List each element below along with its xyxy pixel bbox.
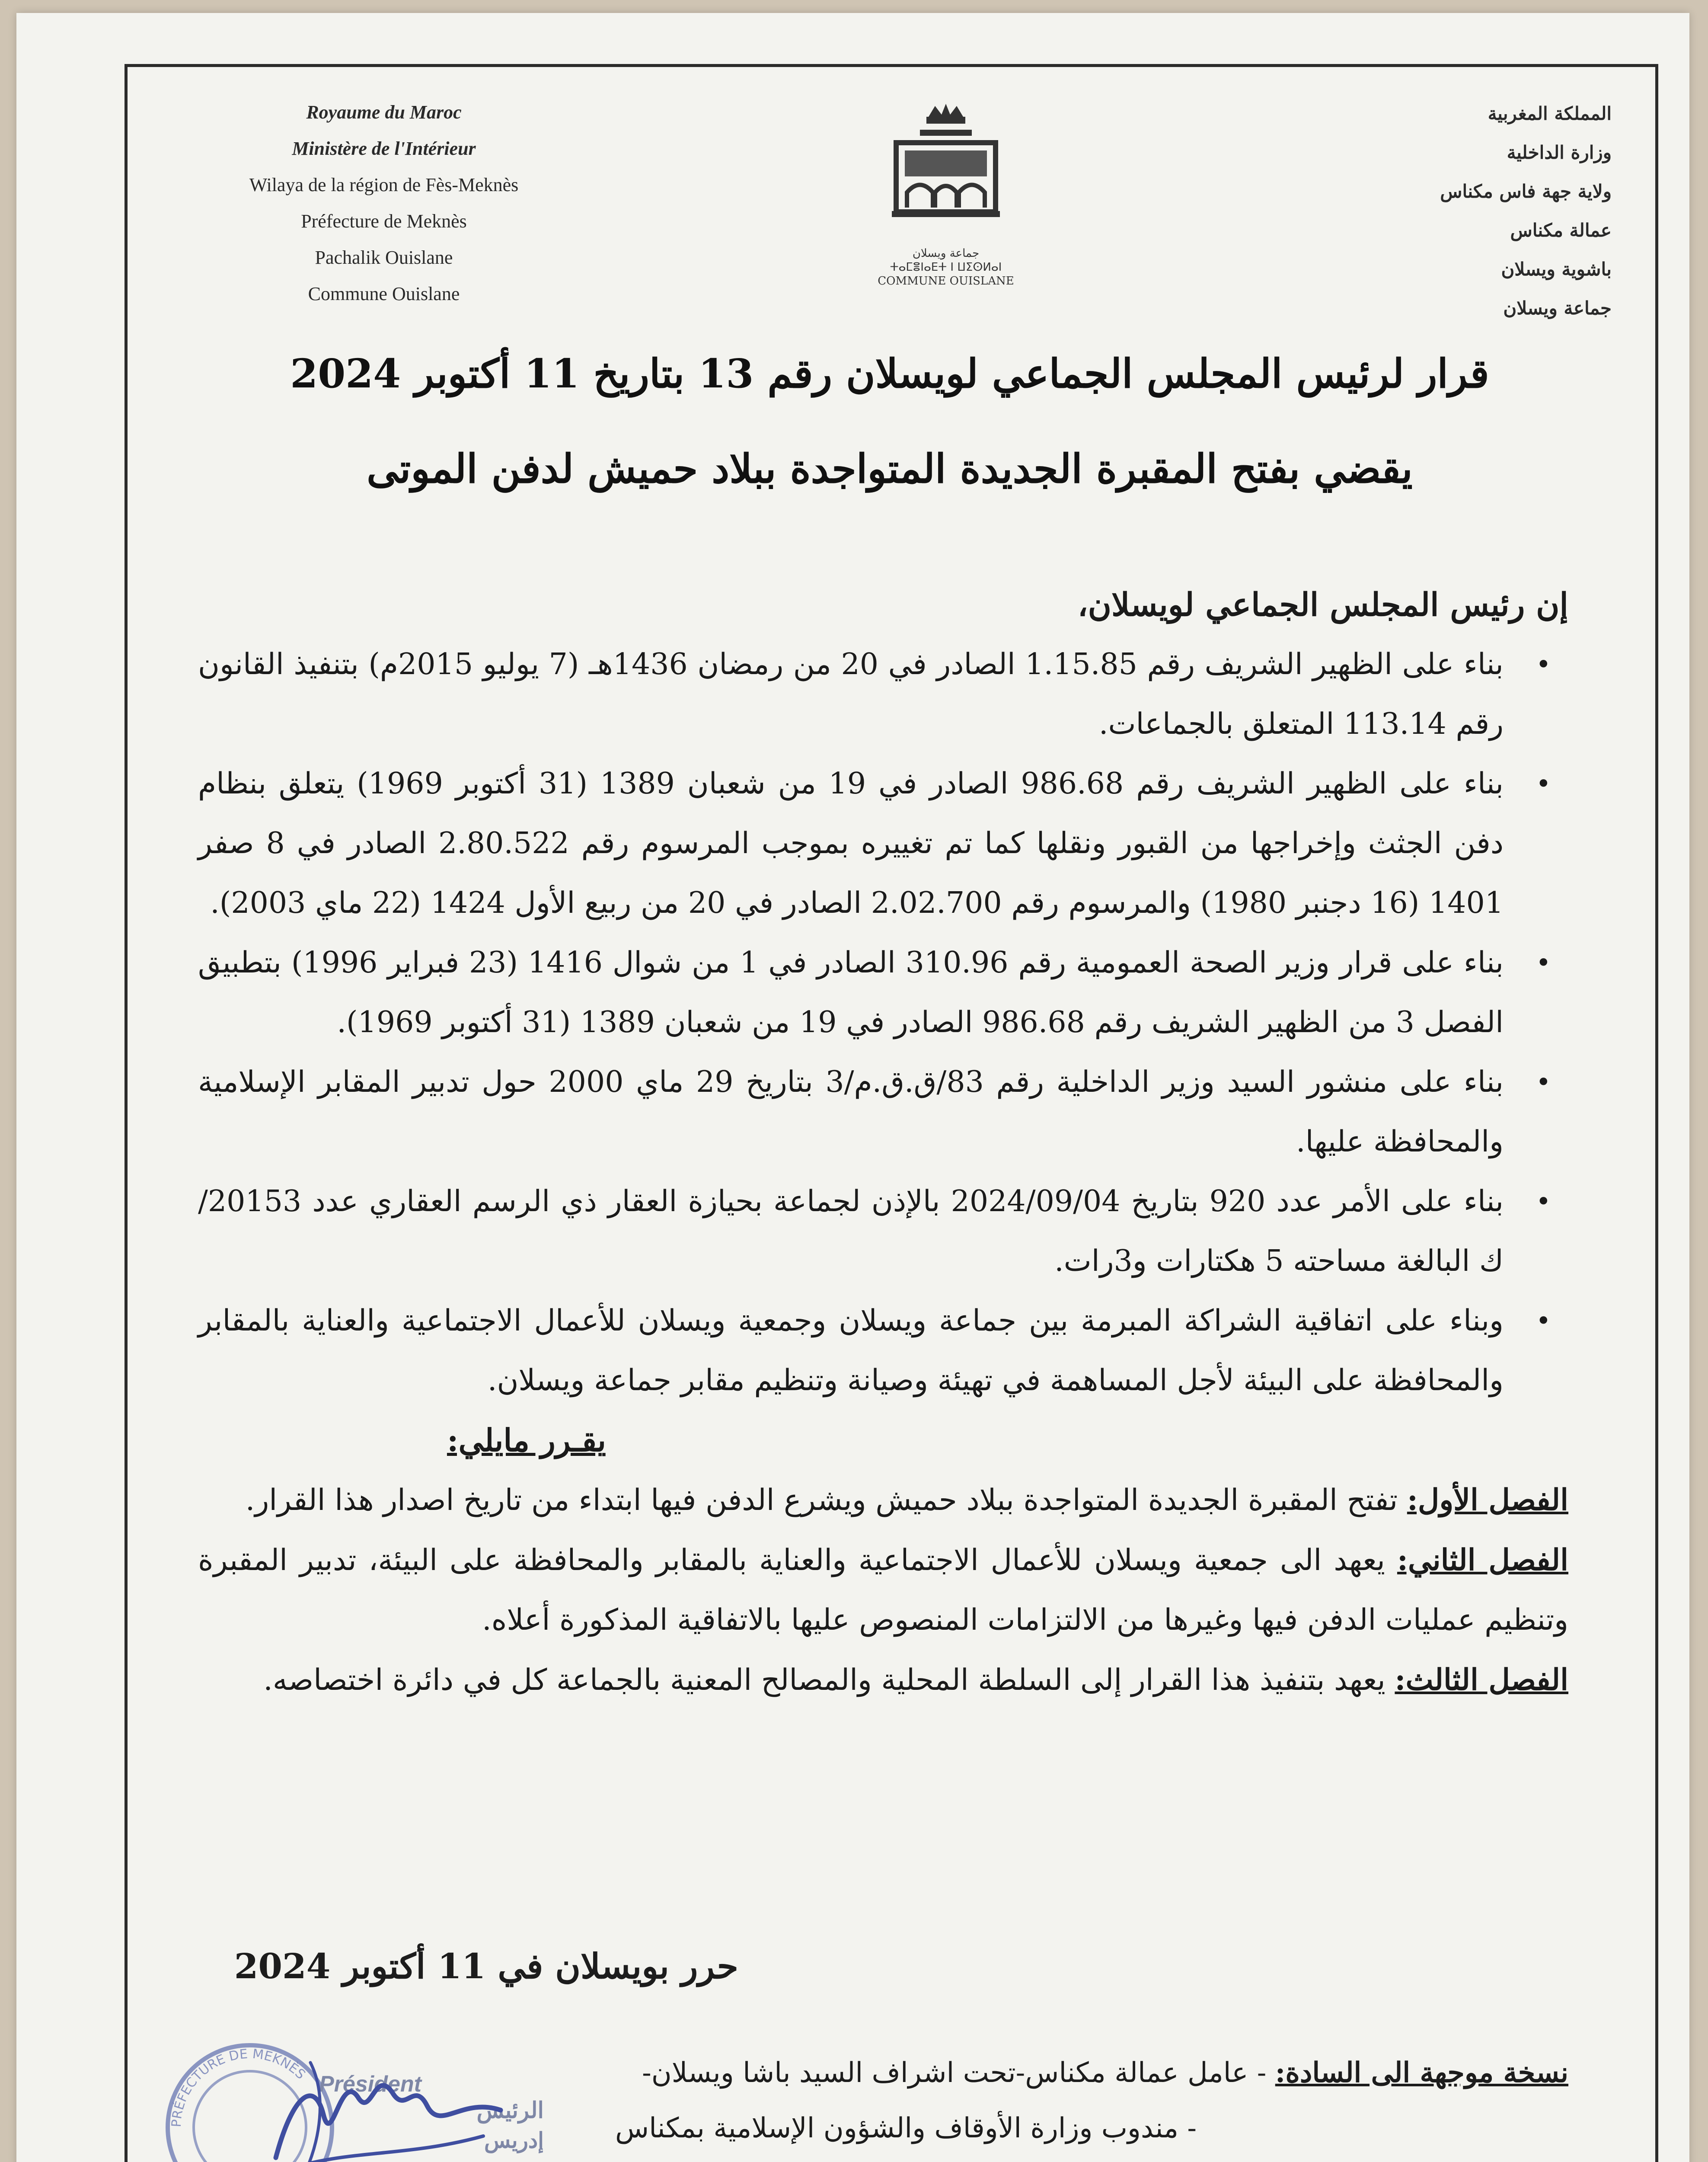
copies-label: نسخة موجهة الى السادة:	[1275, 2056, 1568, 2089]
header-ar-line1: المملكة المغربية	[1488, 103, 1612, 124]
bullet-icon: •	[1536, 1306, 1551, 1336]
signoff-date: حرر بويسلان في 11 أكتوبر 2024	[234, 1946, 738, 1986]
opening-line: إن رئيس المجلس الجماعي لويسلان،	[1077, 586, 1568, 624]
article-3	[198, 1650, 1568, 1710]
header-fr-line4: Préfecture de Meknès	[301, 211, 467, 232]
president-name-ar: إدريس	[484, 2127, 544, 2153]
header-ar-line5: باشوية ويسلان	[1501, 259, 1612, 280]
copies-first-row	[470, 2045, 1568, 2101]
president-title-fr: Président	[319, 2072, 421, 2097]
article-2-text: يعهد الى جمعية ويسلان للأعمال الاجتماعية والعناية بالمقابر والمحافظة على البيئة، تدبير المقبرة وتنظيم عمليات الدفن فيها وغيرها من الالتزامات المنصوص عليها بالاتفاقية المذكورة أعلاه.	[198, 1543, 1568, 1637]
header-fr-line6: Commune Ouislane	[308, 283, 460, 304]
consideration-text: بناء على الظهير الشريف رقم 1.15.85 الصادر في 20 من رمضان 1436هـ (7 يوليو 2015م) بتنفيذ القانون رقم 113.14 المتعلق بالجماعات.	[198, 647, 1504, 741]
article-1-label: الفصل الأول:	[1407, 1483, 1568, 1517]
header-ar-line2: وزارة الداخلية	[1507, 142, 1612, 163]
emblem-caption-tz: ⵜⴰⵎⴻⵏⴰⴹⵜ ⵏ ⵡⵉⵙⵍⴰⵏ	[890, 261, 1002, 274]
header-fr-line1: Royaume du Maroc	[306, 102, 462, 123]
consideration-text: بناء على منشور السيد وزير الداخلية رقم 83/ق.ق.م/3 بتاريخ 29 ماي 2000 حول تدبير المقابر الإسلامية والمحافظة عليها.	[198, 1065, 1504, 1159]
bullet-icon: •	[1536, 1187, 1551, 1217]
copy-recipient: - مندوب وزارة الأوقاف والشؤون الإسلامية بمكناس	[615, 2112, 1197, 2144]
stamp-ring-text: PRÉFECTURE DE MEKNÈS	[169, 2046, 309, 2128]
header-ar-line6: جماعة ويسلان	[1503, 297, 1612, 319]
document-page	[16, 13, 1689, 2162]
decision-subtitle: يقضي بفتح المقبرة الجديدة المتواجدة ببلاد حميش لدفن الموتى	[367, 445, 1413, 492]
decides-heading: يقـرر مايلي:	[447, 1422, 607, 1458]
emblem-caption-fr: COMMUNE OUISLANE	[878, 275, 1014, 288]
article-2	[198, 1530, 1568, 1650]
consideration-item	[198, 1291, 1568, 1410]
considerations-list	[198, 635, 1568, 1410]
president-title-ar: الرئيس	[476, 2097, 544, 2124]
consideration-text: بناء على الأمر عدد 920 بتاريخ 2024/09/04 بالإذن لجماعة بحيازة العقار ذي الرسم العقاري عدد 20153/ك البالغة مساحته 5 هكتارات و3رات.	[198, 1184, 1504, 1278]
header-french	[241, 94, 527, 312]
copy-recipient	[470, 2156, 1568, 2162]
header-fr-line3: Wilaya de la région de Fès-Meknès	[249, 174, 519, 195]
consideration-item	[198, 1052, 1568, 1172]
article-3-text: يعهد بتنفيذ هذا القرار إلى السلطة المحلية والمصالح المعنية بالجماعة كل في دائرة اختصاصه.	[263, 1663, 1395, 1697]
article-3-label: الفصل الثالث:	[1395, 1663, 1568, 1697]
bullet-icon: •	[1536, 649, 1551, 680]
header-fr-line5: Pachalik Ouislane	[315, 247, 453, 268]
consideration-text: وبناء على اتفاقية الشراكة المبرمة بين جماعة ويسلان وجمعية ويسلان للأعمال الاجتماعية والعناية بالمقابر والمحافظة على البيئة لأجل المساهمة في تهيئة وصيانة وتنظيم مقابر جماعة ويسلان.	[198, 1304, 1504, 1398]
consideration-item	[198, 1172, 1568, 1291]
header-ar-line4: عمالة مكناس	[1510, 220, 1612, 241]
consideration-item	[198, 754, 1568, 933]
emblem-caption-ar: جماعة ويسلان	[912, 247, 980, 260]
decision-title: قرار لرئيس المجلس الجماعي لويسلان رقم 13 بتاريخ 11 أكتوبر 2024	[290, 350, 1489, 397]
header-fr-line2: Ministère de l'Intérieur	[292, 138, 476, 159]
article-1	[198, 1470, 1568, 1530]
bullet-icon: •	[1536, 769, 1551, 799]
header-arabic	[1335, 94, 1612, 328]
decision-body	[198, 575, 1568, 1710]
copies-list	[470, 2045, 1568, 2162]
bullet-icon: •	[1536, 1067, 1551, 1097]
consideration-item	[198, 933, 1568, 1052]
article-1-text: تفتح المقبرة الجديدة المتواجدة ببلاد حميش ويشرع الدفن فيها ابتداء من تاريخ اصدار هذا القرار.	[245, 1483, 1407, 1517]
consideration-text: بناء على الظهير الشريف رقم 986.68 الصادر في 19 من شعبان 1389 (31 أكتوبر 1969) يتعلق بنظام دفن الجثث وإخراجها من القبور ونقلها كما تم تغييره بموجب المرسوم رقم 2.80.522 الصادر في 8 صفر 1401 (16 دجنبر 1980) والمرسوم رقم 2.02.700 الصادر في 20 من ربيع الأول 1424 (22 ماي 2003).	[198, 767, 1504, 920]
consideration-item	[198, 635, 1568, 754]
handwritten-signature-icon	[259, 2028, 518, 2162]
bullet-icon: •	[1536, 948, 1551, 978]
header-ar-line3: ولاية جهة فاس مكناس	[1440, 181, 1612, 202]
copy-recipient: - عامل عمالة مكناس-تحت اشراف السيد باشا ويسلان-	[642, 2057, 1275, 2089]
consideration-text: بناء على قرار وزير الصحة العمومية رقم 310.96 الصادر في 1 من شوال 1416 (23 فبراير 1996) بتطبيق الفصل 3 من الظهير الشريف رقم 986.68 الصادر في 19 من شعبان 1389 (31 أكتوبر 1969).	[198, 946, 1504, 1039]
emblem-caption	[851, 246, 1041, 288]
article-2-label: الفصل الثاني:	[1397, 1543, 1568, 1577]
